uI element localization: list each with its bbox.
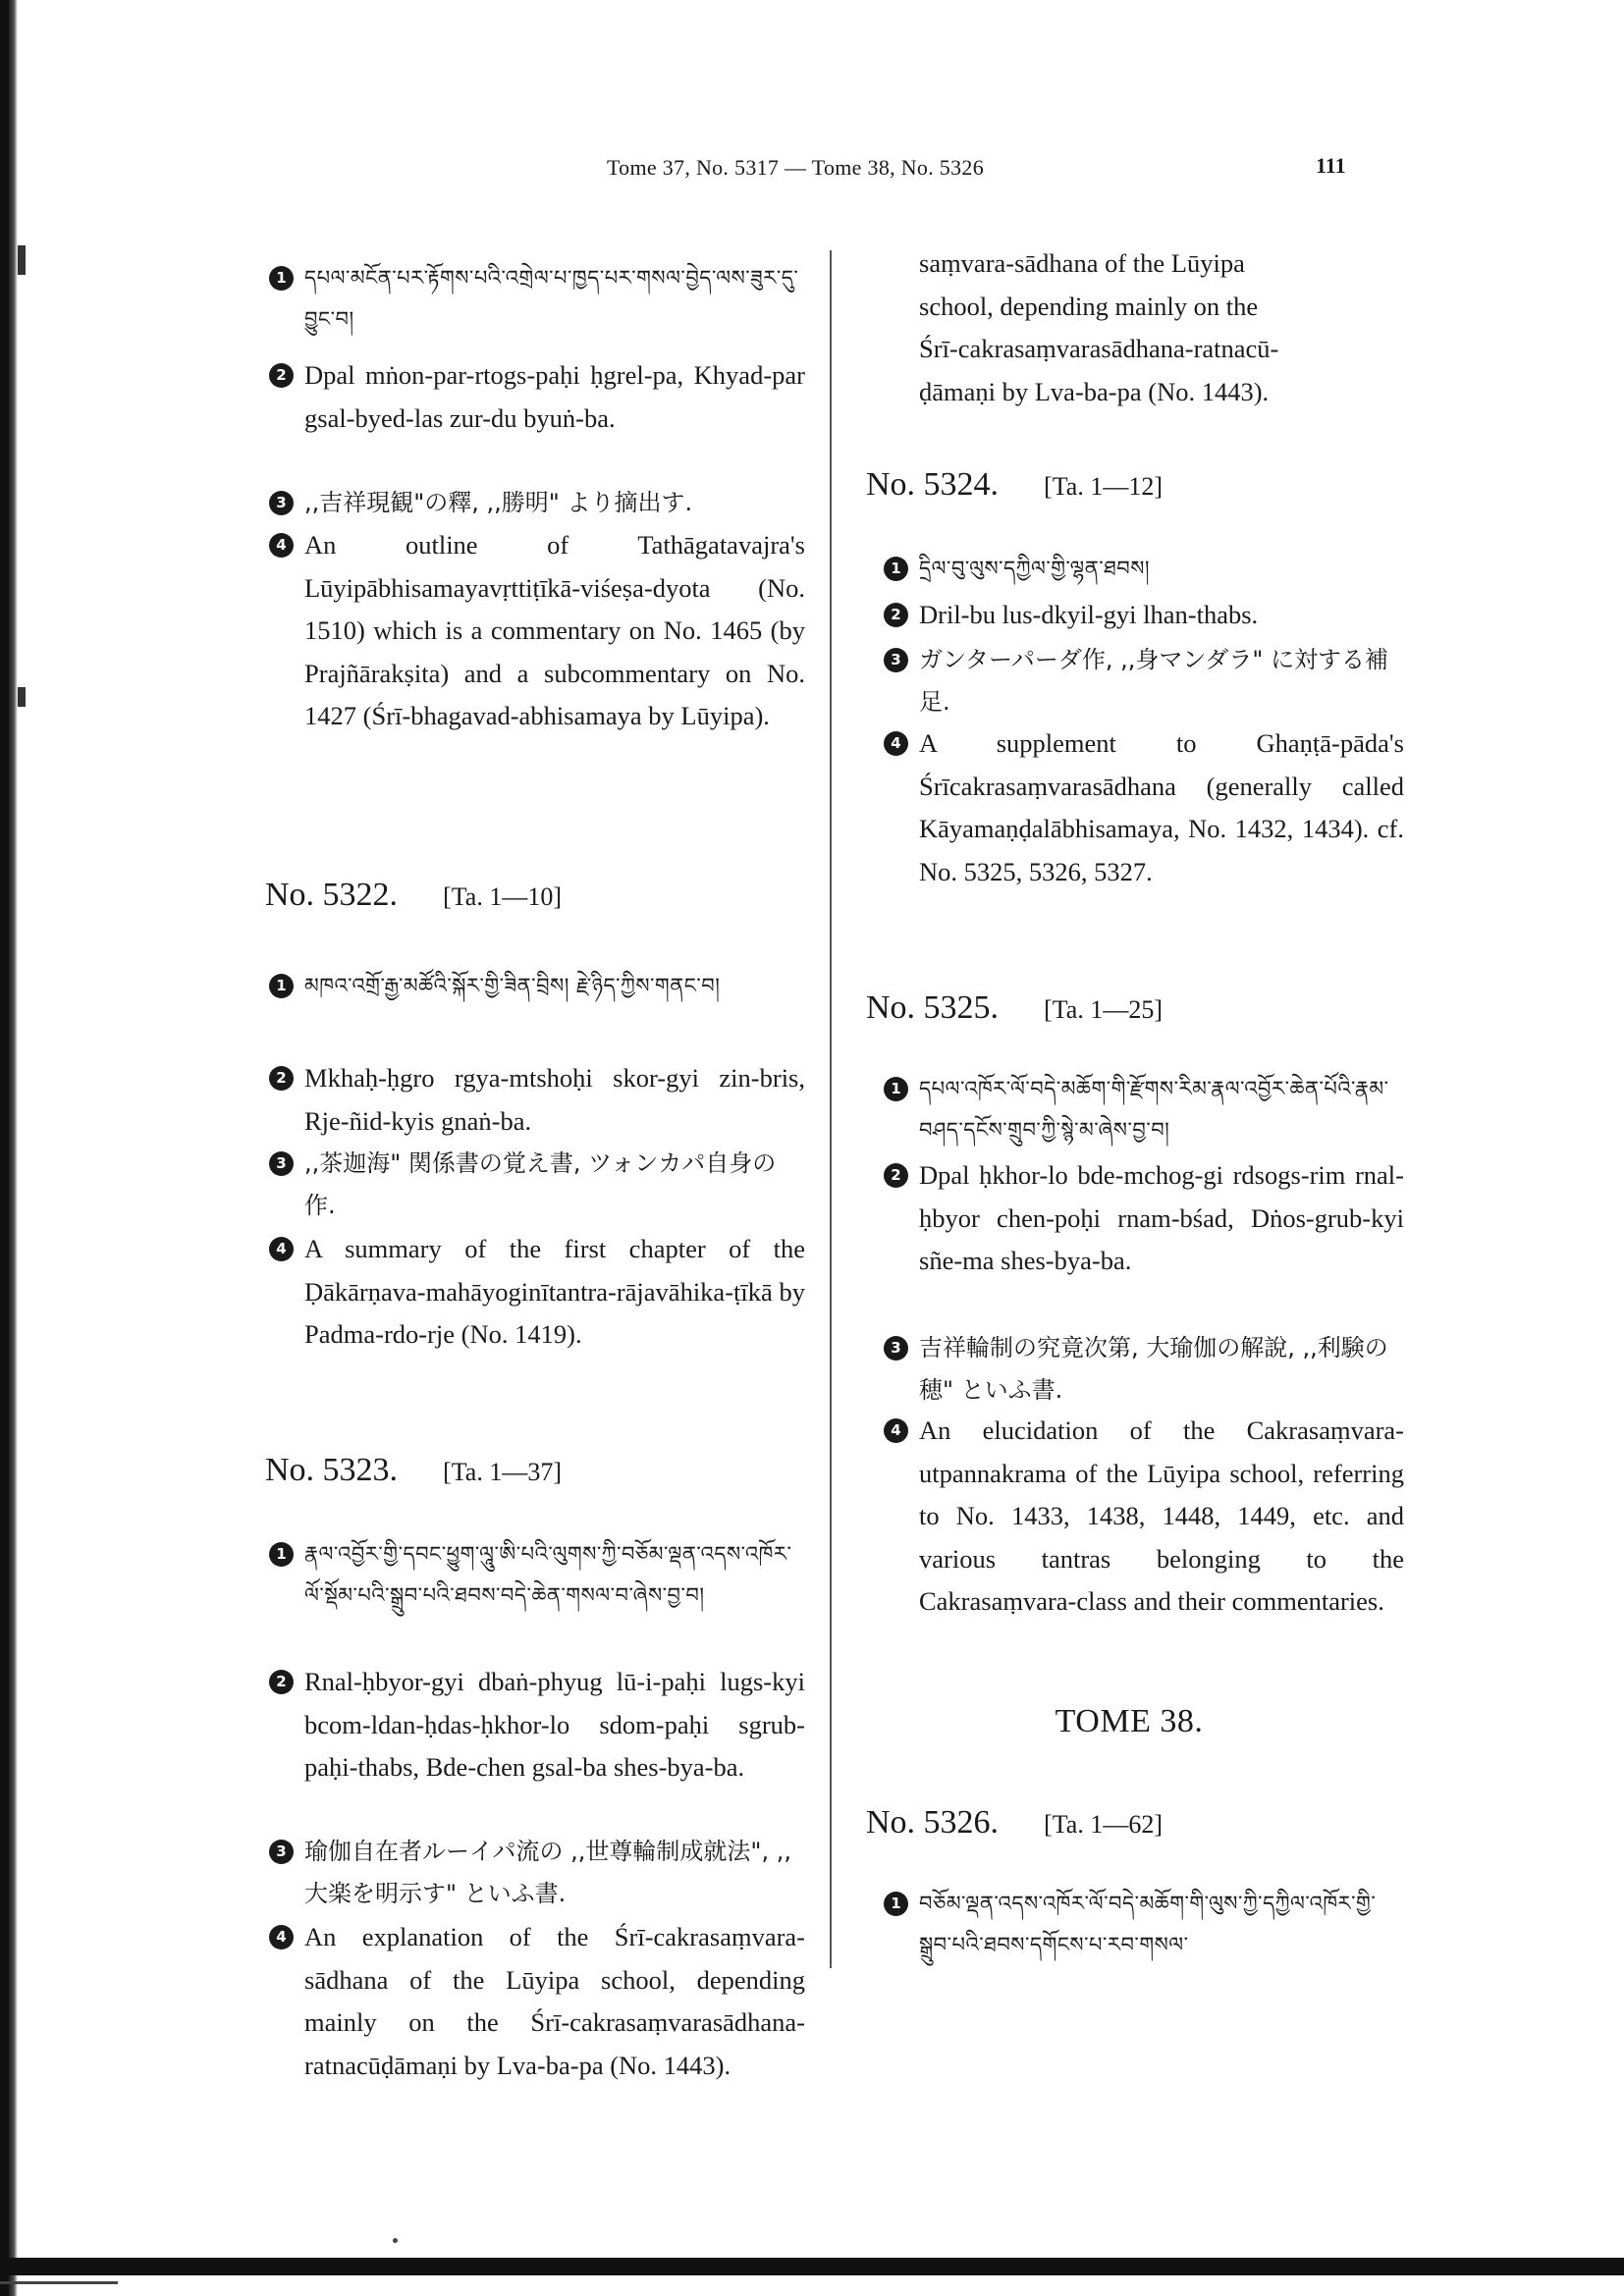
tibetan-title: མཁའ་འགྲོ་རྒྱ་མཚོའི་སྐོར་གྱི་ཟིན་བྲིས། རྗེ་ཉིད་ཀྱིས་གནང་བ། xyxy=(304,974,721,997)
entry-reference: [Ta. 1—10] xyxy=(443,882,562,911)
list-item-english xyxy=(276,1228,805,1357)
tome-heading: TOME 38. xyxy=(1055,1703,1204,1739)
continuation-text xyxy=(919,242,1404,413)
list-item-transliteration xyxy=(276,1057,805,1143)
page-bottom-rule-thin xyxy=(0,2281,118,2284)
running-title: Tome 37, No. 5317 — Tome 38, No. 5326 xyxy=(606,155,985,180)
english-description: An outline of Tathāgatavajra's Lūyipābhisamayavṛttiṭīkā-viśeṣa-dyota (No. 1510) which is a commentary on No. 1465 (by Prajñārakṣita) and a subcommentary on No. 1427 (Śrī-bhagavad-abhisamaya by Lūyipa). xyxy=(304,530,805,730)
english-description: An explanation of the Śrī-cakrasaṃvara-sādhana of the Lūyipa school, depending mainly on the Śrī-cakrasaṃvarasādhana-ratnacūḍāmaṇi by Lva-ba-pa (No. 1443). xyxy=(304,1922,805,2080)
english-description: A summary of the first chapter of the Ḍākārṇava-mahāyoginītantra-rājavāhika-ṭīkā by Padma-rdo-rje (No. 1419). xyxy=(304,1234,805,1349)
continuation-line: saṃvara-sādhana of the Lūyipa xyxy=(919,248,1245,278)
entry-heading xyxy=(265,877,562,914)
japanese-text: ,,茶迦海" 関係書の覚え書, ツォンカパ自身の作. xyxy=(304,1149,777,1219)
list-item-transliteration xyxy=(891,1154,1404,1283)
transliteration-text: Dpal mṅon-par-rtogs-paḥi ḥgrel-pa, Khyad-par gsal-byed-las zur-du byuṅ-ba. xyxy=(304,360,805,433)
item-number-1-icon: 1 xyxy=(884,557,908,581)
entry-number: No. 5326. xyxy=(866,1804,1000,1841)
entry-reference: [Ta. 1—25] xyxy=(1044,995,1163,1024)
entry-heading xyxy=(265,1452,562,1489)
page-bottom-rule xyxy=(0,2258,1624,2275)
list-item-english xyxy=(891,1410,1404,1624)
continuation-line: Śrī-cakrasaṃvarasādhana-ratnacū- xyxy=(919,334,1279,363)
item-number-2-icon: 2 xyxy=(269,1066,294,1091)
list-item-japanese xyxy=(891,1327,1404,1412)
list-item-english xyxy=(276,524,805,738)
list-item-transliteration xyxy=(276,354,805,440)
entry-number: No. 5325. xyxy=(866,989,1000,1026)
list-item-transliteration xyxy=(276,1661,805,1789)
transliteration-text: Mkhaḥ-ḥgro rgya-mtshoḥi skor-gyi zin-bris, Rje-ñid-kyis gnaṅ-ba. xyxy=(304,1063,805,1136)
entry-reference: [Ta. 1—12] xyxy=(1044,472,1163,501)
item-number-1-icon: 1 xyxy=(884,1892,908,1916)
item-number-4-icon: 4 xyxy=(269,533,294,558)
entry-heading xyxy=(866,989,1163,1027)
list-item-tibetan xyxy=(891,1068,1404,1150)
list-item-tibetan xyxy=(276,1533,805,1616)
list-item-japanese xyxy=(276,1143,805,1227)
item-number-4-icon: 4 xyxy=(269,1237,294,1261)
entry-number: No. 5323. xyxy=(265,1452,399,1488)
item-number-2-icon: 2 xyxy=(269,363,294,388)
item-number-3-icon: 3 xyxy=(884,1336,908,1361)
entry-number: No. 5322. xyxy=(265,877,399,913)
item-number-2-icon: 2 xyxy=(269,1670,294,1694)
english-description: An elucidation of the Cakrasaṃvara-utpannakrama of the Lūyipa school, referring to No. 1433, 1438, 1448, 1449, etc. and various tantras belonging to the Cakrasaṃvara-class and their commentaries. xyxy=(919,1415,1404,1616)
item-number-3-icon: 3 xyxy=(269,491,294,515)
list-item-tibetan xyxy=(891,548,1404,589)
entry-reference: [Ta. 1—37] xyxy=(443,1458,562,1486)
list-item-japanese xyxy=(276,1831,805,1915)
tibetan-title: དྲིལ་བུ་ལུས་དཀྱིལ་གྱི་ལྷན་ཐབས། xyxy=(919,557,1151,580)
list-item-japanese xyxy=(276,482,805,524)
item-number-1-icon: 1 xyxy=(269,266,294,291)
item-number-1-icon: 1 xyxy=(884,1077,908,1101)
entry-heading xyxy=(866,1804,1163,1842)
list-item-tibetan xyxy=(276,257,805,340)
item-number-3-icon: 3 xyxy=(269,1840,294,1864)
entry-reference: [Ta. 1—62] xyxy=(1044,1810,1163,1839)
tibetan-title: བཅོམ་ལྡན་འདས་འཁོར་ལོ་བདེ་མཆོག་གི་ལུས་ཀྱི་དཀྱིལ་འཁོར་གྱི་སྒྲུབ་པའི་ཐབས་དགོངས་པ་རབ་གསལ་ xyxy=(919,1892,1377,1956)
item-number-1-icon: 1 xyxy=(269,1542,294,1567)
item-number-4-icon: 4 xyxy=(884,731,908,756)
item-number-2-icon: 2 xyxy=(884,1163,908,1188)
continuation-line: school, depending mainly on the xyxy=(919,291,1259,321)
transliteration-text: Rnal-ḥbyor-gyi dbaṅ-phyug lū-i-paḥi lugs-kyi bcom-ldan-ḥdas-ḥkhor-lo sdom-paḥi sgrub-paḥi-thabs, Bde-chen gsal-ba shes-bya-ba. xyxy=(304,1667,805,1782)
item-number-4-icon: 4 xyxy=(269,1925,294,1949)
tibetan-title: རྣལ་འབྱོར་གྱི་དབང་ཕྱུག་ལཱུ་ཨི་པའི་ལུགས་ཀྱི་བཅོམ་ལྡན་འདས་འཁོར་ལོ་སྡོམ་པའི་སྒྲུབ་པའི་ཐབས་བདེ་ཆེན་གསལ་བ་ཞེས་བྱ་བ། xyxy=(304,1542,792,1607)
japanese-text: 瑜伽自在者ルーイパ流の ,,世尊輪制成就法", ,,大楽を明示す" といふ書. xyxy=(304,1838,791,1907)
transliteration-text: Dpal ḥkhor-lo bde-mchog-gi rdsogs-rim rnal-ḥbyor chen-poḥi rnam-bśad, Dṅos-grub-kyi sñe-ma shes-bya-ba. xyxy=(919,1160,1404,1275)
item-number-2-icon: 2 xyxy=(884,603,908,627)
list-item-japanese xyxy=(891,639,1404,723)
japanese-text: ,,吉祥現観"の釋, ,,勝明" より摘出す. xyxy=(304,489,693,516)
entry-heading xyxy=(866,466,1163,504)
column-divider xyxy=(830,250,832,1968)
item-number-4-icon: 4 xyxy=(884,1418,908,1443)
list-item-tibetan xyxy=(891,1883,1404,1965)
tibetan-title: དཔལ་འཁོར་ལོ་བདེ་མཆོག་གི་རྫོགས་རིམ་རྣལ་འབྱོར་ཆེན་པོའི་རྣམ་བཤད་དངོས་གྲུབ་ཀྱི་སྙེ་མ་ཞེས་བྱ་བ། xyxy=(919,1077,1389,1142)
spine-mark xyxy=(18,245,26,275)
print-speck xyxy=(393,2238,398,2243)
item-number-1-icon: 1 xyxy=(269,974,294,998)
tibetan-title: དཔལ་མངོན་པར་རྟོགས་པའི་འགྲེལ་པ་ཁྱད་པར་གསལ་བྱེད་ལས་ཟུར་དུ་བྱུང་བ། xyxy=(304,266,799,331)
transliteration-text: Dril-bu lus-dkyil-gyi lhan-thabs. xyxy=(919,600,1259,629)
item-number-3-icon: 3 xyxy=(884,648,908,672)
english-description: A supplement to Ghaṇṭā-pāda's Śrīcakrasaṃvarasādhana (generally called Kāyamaṇḍalābhisamaya, No. 1432, 1434). cf. No. 5325, 5326, 5327. xyxy=(919,728,1404,886)
japanese-text: ガンターパーダ作, ,,身マンダラ" に対する補足. xyxy=(919,646,1389,716)
list-item-english xyxy=(276,1916,805,2080)
page-number: 111 xyxy=(1316,153,1346,178)
list-item-tibetan xyxy=(276,965,805,1006)
spine-mark xyxy=(18,687,26,707)
list-item-english xyxy=(891,722,1404,893)
entry-number: No. 5324. xyxy=(866,466,1000,503)
continuation-line: ḍāmaṇi by Lva-ba-pa (No. 1443). xyxy=(919,376,1270,406)
list-item-transliteration xyxy=(891,594,1404,637)
japanese-text: 吉祥輪制の究竟次第, 大瑜伽の解說, ,,利験の穂" といふ書. xyxy=(919,1334,1388,1404)
binding-spine-edge xyxy=(0,0,18,2296)
item-number-3-icon: 3 xyxy=(269,1151,294,1176)
